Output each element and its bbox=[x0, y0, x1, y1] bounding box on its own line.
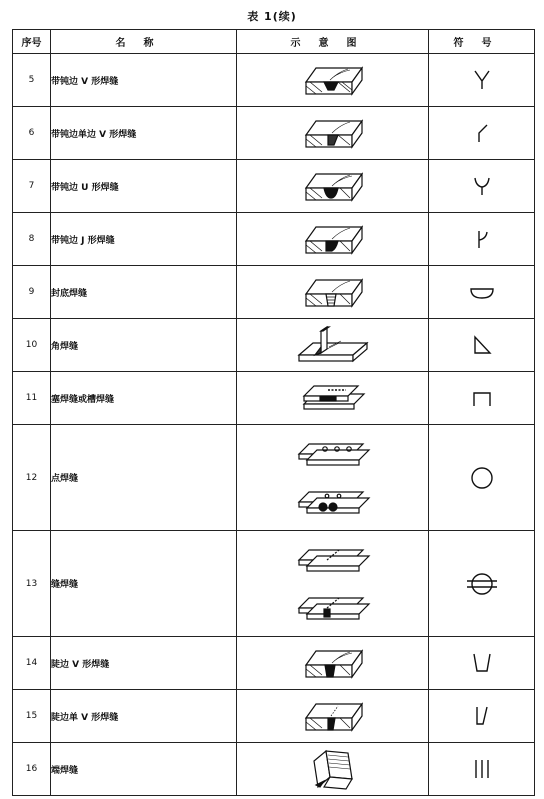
weld-symbol bbox=[429, 372, 535, 425]
row-name: 封底焊缝 bbox=[51, 266, 237, 319]
weld-diagram bbox=[237, 690, 429, 743]
steep-half-v-symbol-icon bbox=[472, 705, 492, 727]
seam-weld-diagram-icon bbox=[293, 538, 373, 630]
table-row bbox=[13, 213, 535, 266]
weld-diagram bbox=[237, 107, 429, 160]
row-name: 带钝边 U 形焊缝 bbox=[51, 160, 237, 213]
triangle-symbol-icon bbox=[471, 334, 493, 356]
weld-diagram bbox=[237, 266, 429, 319]
weld-diagram bbox=[237, 425, 429, 531]
header-name: 名称 bbox=[51, 30, 237, 54]
row-number: 15 bbox=[13, 690, 51, 743]
row-name: 带钝边 J 形焊缝 bbox=[51, 213, 237, 266]
weld-symbol bbox=[429, 743, 535, 796]
j-groove-diagram-icon bbox=[298, 219, 368, 259]
circle-crossed-symbol-icon bbox=[465, 571, 499, 597]
row-number: 6 bbox=[13, 107, 51, 160]
weld-diagram bbox=[237, 637, 429, 690]
row-name: 缝焊缝 bbox=[51, 531, 237, 637]
header-symbol: 符号 bbox=[429, 30, 535, 54]
row-name: 带钝边单边 V 形焊缝 bbox=[51, 107, 237, 160]
steep-v-symbol-icon bbox=[470, 652, 494, 674]
circle-symbol-icon bbox=[469, 465, 495, 491]
weld-symbol bbox=[429, 107, 535, 160]
j-symbol-icon bbox=[472, 228, 492, 250]
weld-diagram bbox=[237, 54, 429, 107]
weld-diagram bbox=[237, 372, 429, 425]
row-name: 带钝边 V 形焊缝 bbox=[51, 54, 237, 107]
backing-weld-diagram-icon bbox=[298, 272, 368, 312]
weld-diagram bbox=[237, 319, 429, 372]
row-number: 10 bbox=[13, 319, 51, 372]
table-row bbox=[13, 160, 535, 213]
weld-symbol-table bbox=[12, 29, 535, 796]
row-name: 角焊缝 bbox=[51, 319, 237, 372]
table-row bbox=[13, 425, 535, 531]
weld-symbol bbox=[429, 213, 535, 266]
weld-diagram bbox=[237, 743, 429, 796]
weld-symbol bbox=[429, 319, 535, 372]
row-number: 12 bbox=[13, 425, 51, 531]
bracket-symbol-icon bbox=[471, 390, 493, 408]
row-number: 14 bbox=[13, 637, 51, 690]
table-row bbox=[13, 319, 535, 372]
table-row bbox=[13, 266, 535, 319]
table-row bbox=[13, 690, 535, 743]
row-name: 陡边 V 形焊缝 bbox=[51, 637, 237, 690]
weld-symbol bbox=[429, 637, 535, 690]
table-row bbox=[13, 743, 535, 796]
row-number: 5 bbox=[13, 54, 51, 107]
v-groove-diagram-icon bbox=[298, 60, 368, 100]
weld-diagram bbox=[237, 160, 429, 213]
row-name: 塞焊缝或槽焊缝 bbox=[51, 372, 237, 425]
table-row bbox=[13, 637, 535, 690]
row-number: 11 bbox=[13, 372, 51, 425]
weld-symbol bbox=[429, 690, 535, 743]
triple-line-symbol-icon bbox=[472, 758, 492, 780]
plug-weld-diagram-icon bbox=[298, 378, 368, 418]
fillet-weld-diagram-icon bbox=[295, 323, 371, 367]
table-row bbox=[13, 107, 535, 160]
table-header-row bbox=[13, 30, 535, 54]
edge-weld-diagram-icon bbox=[308, 747, 358, 791]
y-symbol-icon bbox=[472, 69, 492, 91]
row-number: 16 bbox=[13, 743, 51, 796]
weld-symbol bbox=[429, 266, 535, 319]
table-row bbox=[13, 531, 535, 637]
row-name: 点焊缝 bbox=[51, 425, 237, 531]
row-number: 8 bbox=[13, 213, 51, 266]
weld-diagram bbox=[237, 213, 429, 266]
half-y-symbol-icon bbox=[472, 122, 492, 144]
row-name: 陡边单 V 形焊缝 bbox=[51, 690, 237, 743]
row-number: 13 bbox=[13, 531, 51, 637]
weld-symbol bbox=[429, 531, 535, 637]
steep-v-groove-diagram-icon bbox=[298, 643, 368, 683]
weld-symbol bbox=[429, 425, 535, 531]
spot-weld-diagram-icon bbox=[293, 432, 373, 524]
half-v-groove-diagram-icon bbox=[298, 113, 368, 153]
weld-diagram bbox=[237, 531, 429, 637]
semicircle-symbol-icon bbox=[469, 285, 495, 301]
u-y-symbol-icon bbox=[472, 175, 492, 197]
table-row bbox=[13, 372, 535, 425]
table-row bbox=[13, 54, 535, 107]
u-groove-diagram-icon bbox=[298, 166, 368, 206]
header-diagram: 示意图 bbox=[237, 30, 429, 54]
table-caption: 表 1(续) bbox=[247, 10, 297, 23]
weld-symbol bbox=[429, 54, 535, 107]
steep-half-v-groove-diagram-icon bbox=[298, 696, 368, 736]
row-number: 7 bbox=[13, 160, 51, 213]
row-number: 9 bbox=[13, 266, 51, 319]
weld-symbol bbox=[429, 160, 535, 213]
row-name: 端焊缝 bbox=[51, 743, 237, 796]
header-no: 序号 bbox=[13, 30, 51, 54]
